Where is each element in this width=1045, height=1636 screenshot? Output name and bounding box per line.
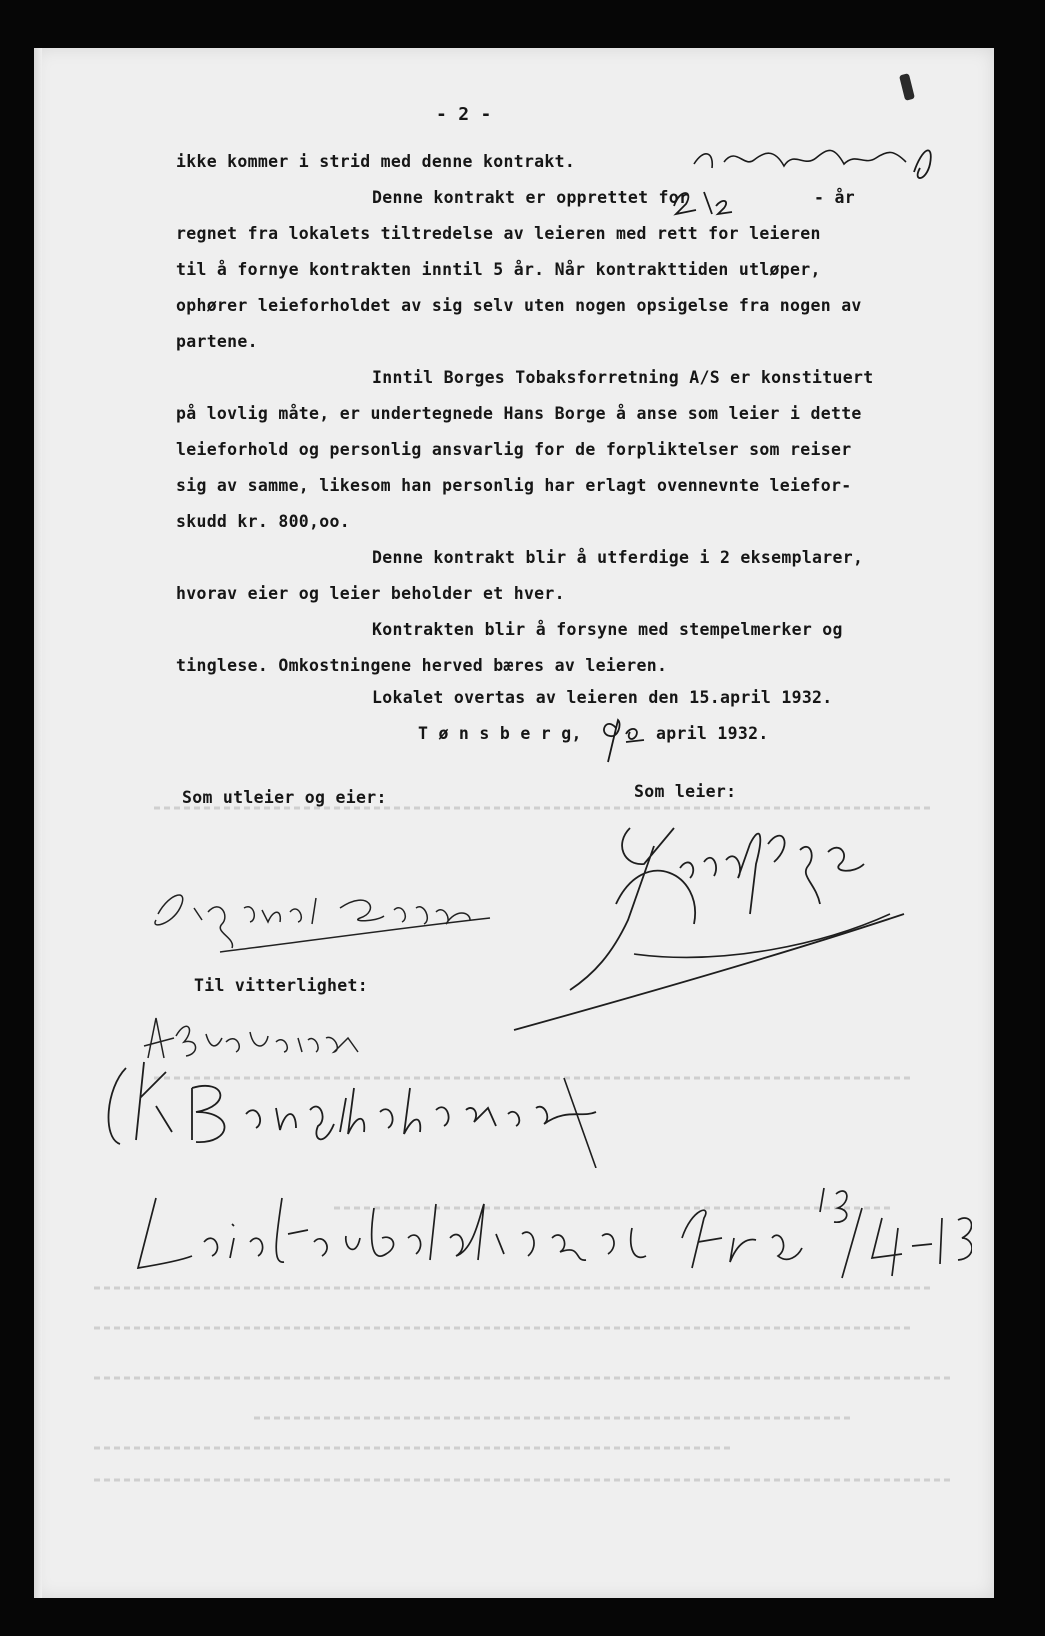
text-line-3: regnet fra lokalets tiltredelse av leieren med rett for leieren — [176, 224, 821, 243]
document-page — [34, 48, 994, 1598]
landlord-signature — [140, 868, 520, 958]
text-line-15: tinglese. Omkostningene herved bæres av leieren. — [176, 656, 668, 675]
page-edge — [34, 48, 42, 1598]
page-number: - 2 - — [436, 104, 492, 125]
place-text: T ø n s b e r g, — [418, 724, 582, 743]
text-line-14: Kontrakten blir å forsyne med stempelmerker og — [372, 620, 843, 639]
text-line-4: til å fornye kontrakten inntil 5 år. Når kontrakttiden utløper, — [176, 260, 821, 279]
initials-hw: Hb — [906, 177, 910, 179]
handwritten-annotation — [112, 1168, 972, 1288]
tenant-signature — [504, 804, 924, 1034]
text-line-16: Lokalet overtas av leieren den 15.april 1932. — [372, 688, 833, 707]
witness-2-signature — [96, 1048, 656, 1168]
text-line-11: skudd kr. 800,oo. — [176, 512, 350, 531]
text-line-12: Denne kontrakt blir å utferdige i 2 eksemplarer, — [372, 548, 864, 567]
witness-label: Til vitterlighet: — [194, 976, 368, 995]
text-line-1: ikke kommer i strid med denne kontrakt. — [176, 152, 576, 171]
text-line-8: på lovlig måte, er undertegnede Hans Borge å anse som leier i dette — [176, 404, 862, 423]
handwritten-day — [596, 712, 666, 772]
handwritten-years-fraction — [670, 180, 750, 220]
text-line-2: Denne kontrakt er opprettet for — [372, 188, 690, 207]
text-line-2-end: - år — [814, 188, 855, 207]
corner-ink-mark — [899, 73, 915, 101]
text-line-5: ophører leieforholdet av sig selv uten nogen opsigelse fra nogen av — [176, 296, 862, 315]
tenant-label: Som leier: — [634, 782, 737, 801]
date-text: april 1932. — [656, 724, 769, 743]
text-line-7: Inntil Borges Tobaksforretning A/S er konstituert — [372, 368, 874, 387]
text-line-10: sig av samme, likesom han personlig har erlagt ovennevnte leiefor- — [176, 476, 852, 495]
landlord-label: Som utleier og eier: — [182, 788, 387, 807]
text-line-13: hvorav eier og leier beholder et hver. — [176, 584, 565, 603]
text-line-6: partene. — [176, 332, 258, 351]
text-line-9: leieforhold og personlig ansvarlig for de forpliktelser som reiser — [176, 440, 852, 459]
